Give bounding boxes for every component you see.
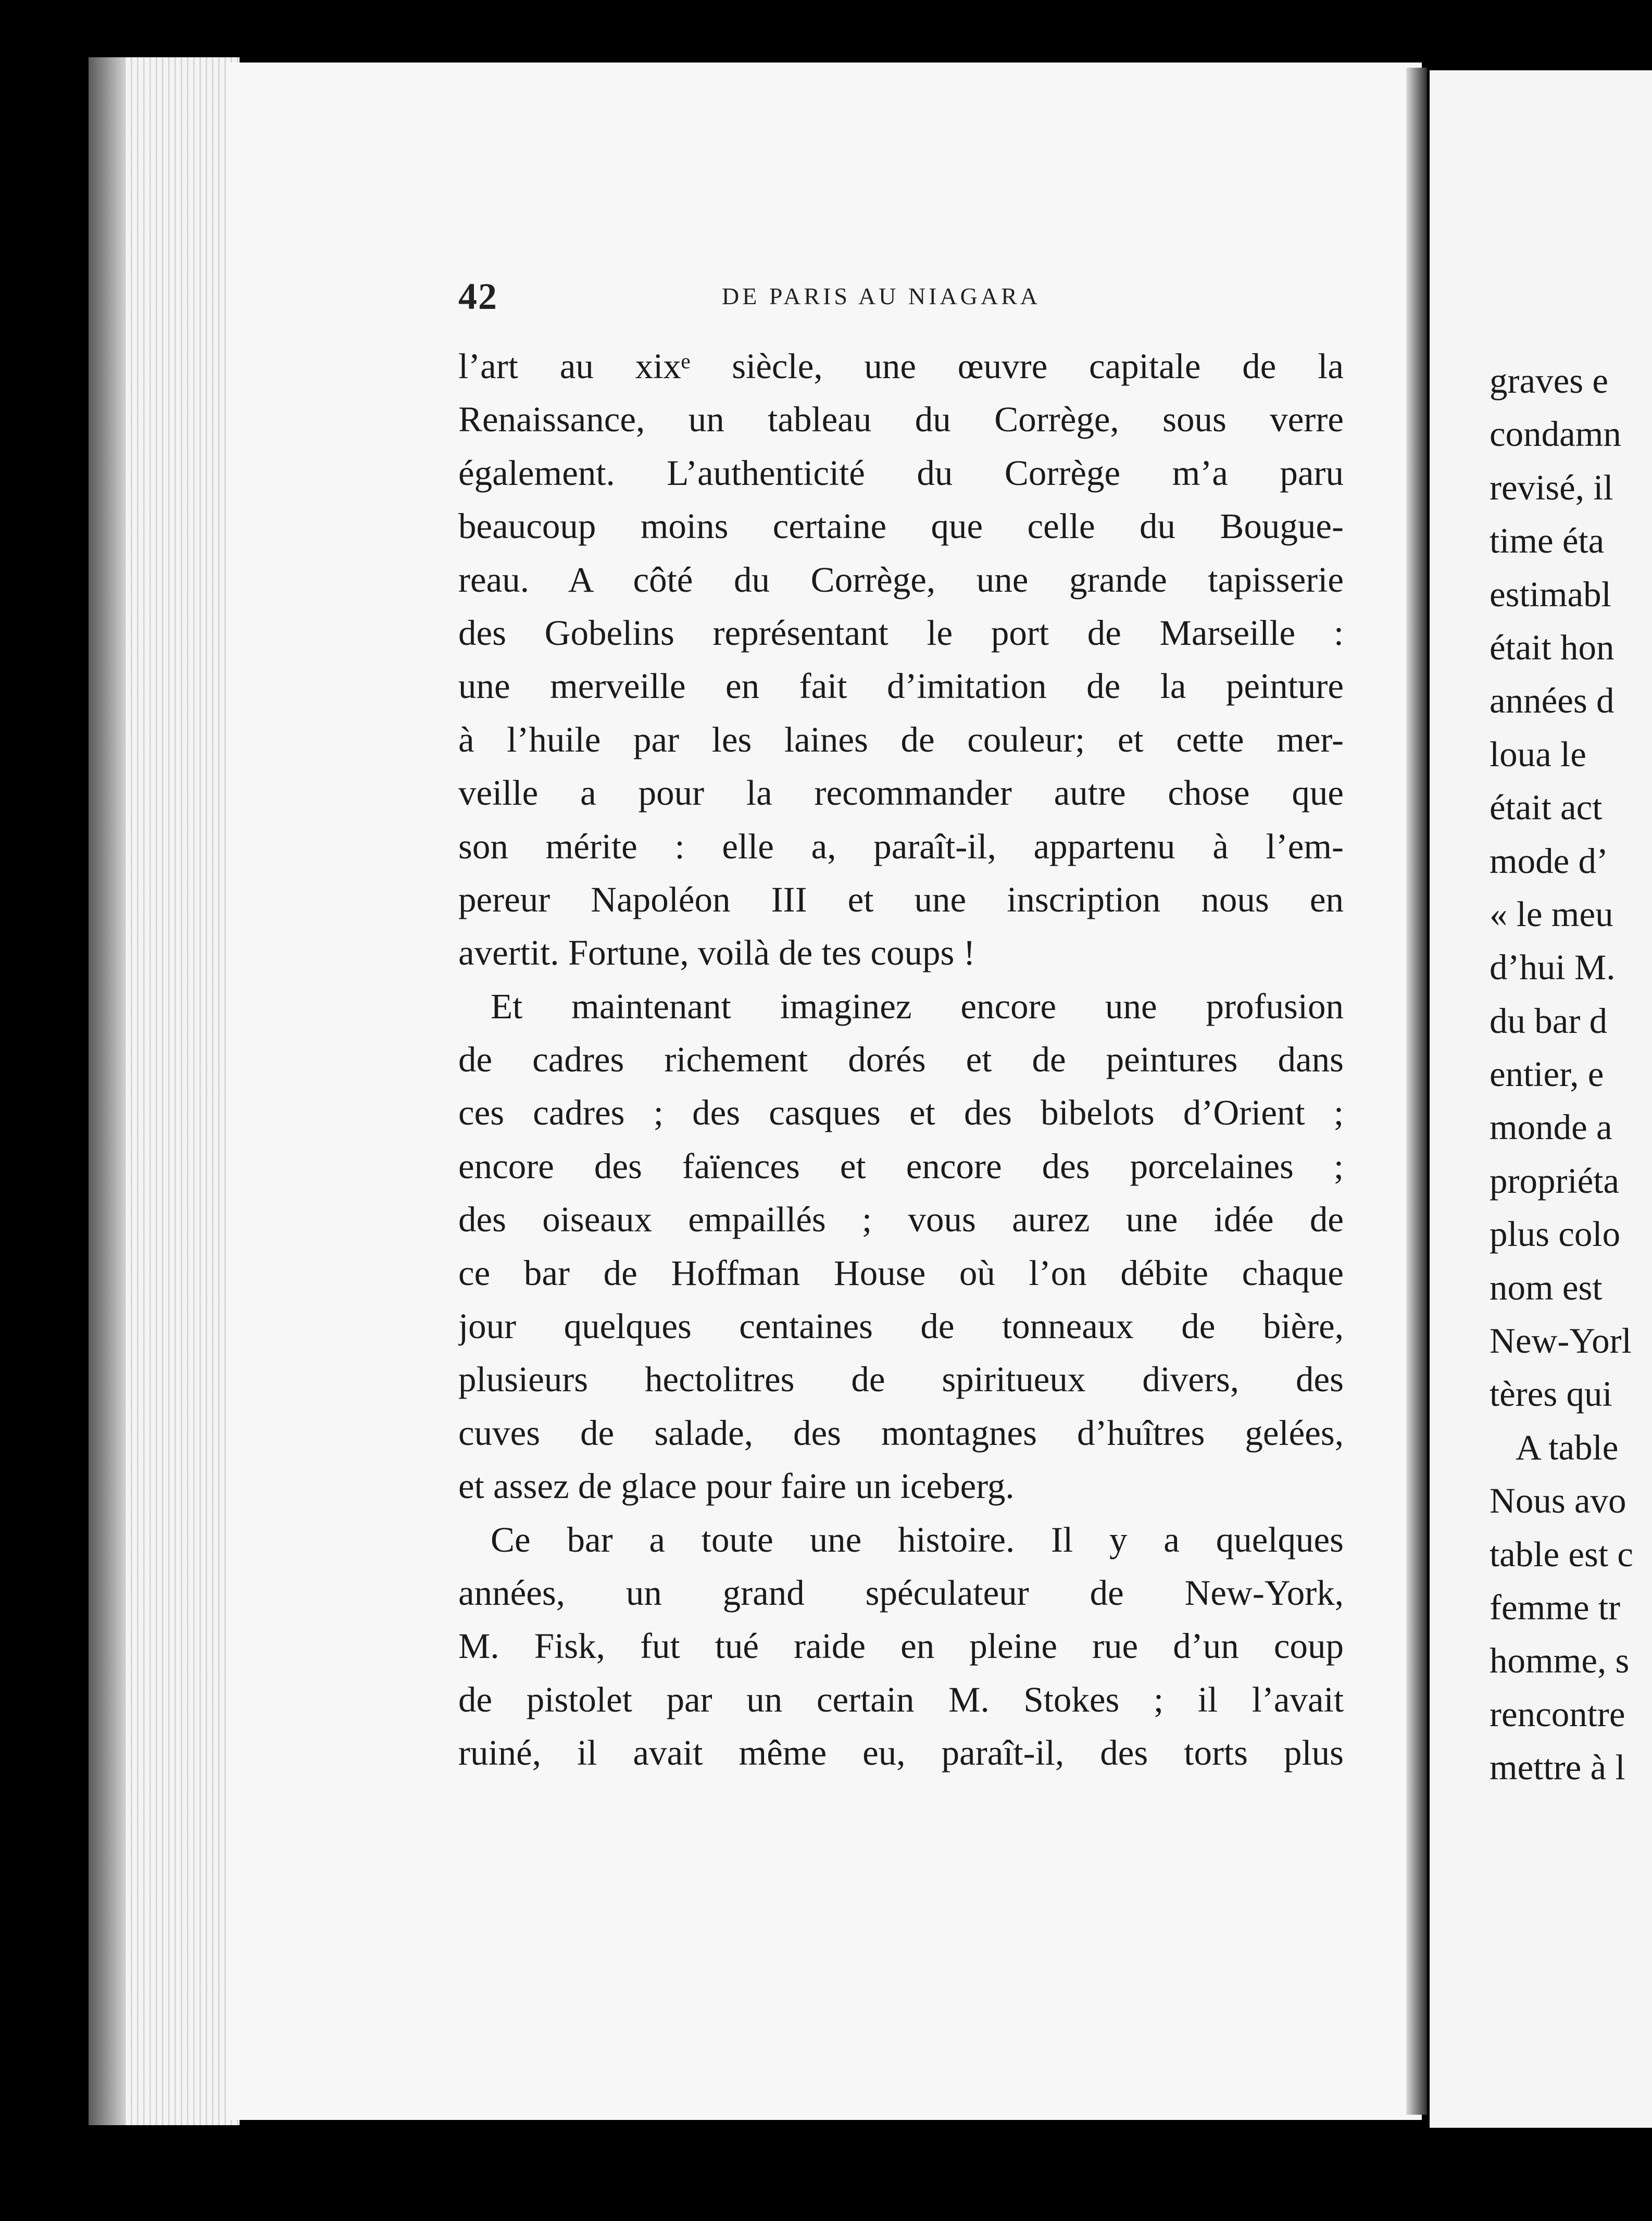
text-line: des oiseaux empaillés ; vous aurez une idée de xyxy=(458,1200,1344,1240)
text-line: de cadres richement dorés et de peintures dans xyxy=(458,1040,1344,1080)
text-line: plusieurs hectolitres de spiritueux divers, des xyxy=(458,1359,1344,1400)
text-line: estimabl xyxy=(1490,574,1611,614)
text-line: à l’huile par les laines de couleur; et cette mer- xyxy=(458,719,1344,759)
text-line: rencontre xyxy=(1490,1694,1625,1734)
text-line: homme, s xyxy=(1490,1641,1630,1681)
text-line: condamn xyxy=(1490,414,1621,454)
text-line: une merveille en fait d’imitation de la peinture xyxy=(458,666,1344,706)
text-line: « le meu xyxy=(1490,894,1613,934)
text-line: était act xyxy=(1490,788,1603,828)
text-line: veille a pour la recommander autre chose que xyxy=(458,773,1344,813)
running-head-title: DE PARIS AU NIAGARA xyxy=(722,283,1041,309)
text-line: propriéta xyxy=(1490,1161,1620,1201)
text-line: time éta xyxy=(1490,521,1605,561)
text-line: Et maintenant imaginez encore une profusion xyxy=(491,986,1344,1026)
text-line: table est c xyxy=(1490,1534,1633,1574)
book-edge-shadow xyxy=(89,57,125,2125)
text-line: M. Fisk, fut tué raide en pleine rue d’un coup xyxy=(458,1626,1344,1666)
text-line: ces cadres ; des casques et des bibelots d’Orient ; xyxy=(458,1093,1344,1133)
text-line: ce bar de Hoffman House où l’on débite chaque xyxy=(458,1253,1344,1293)
text-line: mode d’ xyxy=(1490,841,1609,881)
running-head xyxy=(458,275,1370,322)
text-line: était hon xyxy=(1490,627,1615,667)
text-line: encore des faïences et encore des porcelaines ; xyxy=(458,1146,1344,1186)
text-line: loua le xyxy=(1490,734,1586,774)
text-line: monde a xyxy=(1490,1107,1612,1147)
page-number: 42 xyxy=(458,276,498,317)
text-line: entier, e xyxy=(1490,1054,1604,1094)
text-line: jour quelques centaines de tonneaux de bière, xyxy=(458,1306,1344,1346)
text-line: femme tr xyxy=(1490,1587,1620,1627)
text-line: du bar d xyxy=(1490,1001,1608,1041)
text-line: et assez de glace pour faire un iceberg. xyxy=(458,1466,1015,1506)
text-line: A table xyxy=(1516,1427,1619,1467)
text-line: son mérite : elle a, paraît-il, appartenu à l’em- xyxy=(458,826,1344,866)
text-line: plus colo xyxy=(1490,1214,1621,1254)
text-line: cuves de salade, des montagnes d’huîtres gelées, xyxy=(458,1413,1344,1453)
text-line: de pistolet par un certain M. Stokes ; il l’avait xyxy=(458,1679,1344,1719)
text-line: nom est xyxy=(1490,1267,1603,1307)
text-line: reau. A côté du Corrège, une grande tapisserie xyxy=(458,559,1344,600)
text-line: Ce bar a toute une histoire. Il y a quelques xyxy=(491,1519,1344,1559)
text-line: également. L’authenticité du Corrège m’a paru xyxy=(458,453,1344,493)
text-line: graves e xyxy=(1490,361,1608,401)
text-line: l’art au xixᵉ siècle, une œuvre capitale de la xyxy=(458,346,1344,386)
text-line: ruiné, il avait même eu, paraît-il, des torts plus xyxy=(458,1733,1344,1773)
text-line: années d xyxy=(1490,681,1615,721)
text-line: tères qui xyxy=(1490,1374,1612,1414)
text-line: mettre à l xyxy=(1490,1748,1625,1788)
text-line: Renaissance, un tableau du Corrège, sous verre xyxy=(458,400,1344,440)
book-gutter xyxy=(1406,68,1427,2115)
left-page-body xyxy=(458,340,1344,1780)
text-line: d’hui M. xyxy=(1490,947,1616,988)
text-line: avertit. Fortune, voilà de tes coups ! xyxy=(458,933,975,973)
text-line: beaucoup moins certaine que celle du Bougue- xyxy=(458,506,1344,546)
right-page-body xyxy=(1490,354,1652,1794)
text-line: années, un grand spéculateur de New-York, xyxy=(458,1573,1344,1613)
text-line: des Gobelins représentant le port de Marseille : xyxy=(458,613,1344,653)
text-line: Nous avo xyxy=(1490,1481,1626,1521)
text-line: pereur Napoléon III et une inscription nous en xyxy=(458,879,1344,919)
text-line: New-Yorl xyxy=(1490,1321,1632,1361)
text-line: revisé, il xyxy=(1490,467,1613,507)
